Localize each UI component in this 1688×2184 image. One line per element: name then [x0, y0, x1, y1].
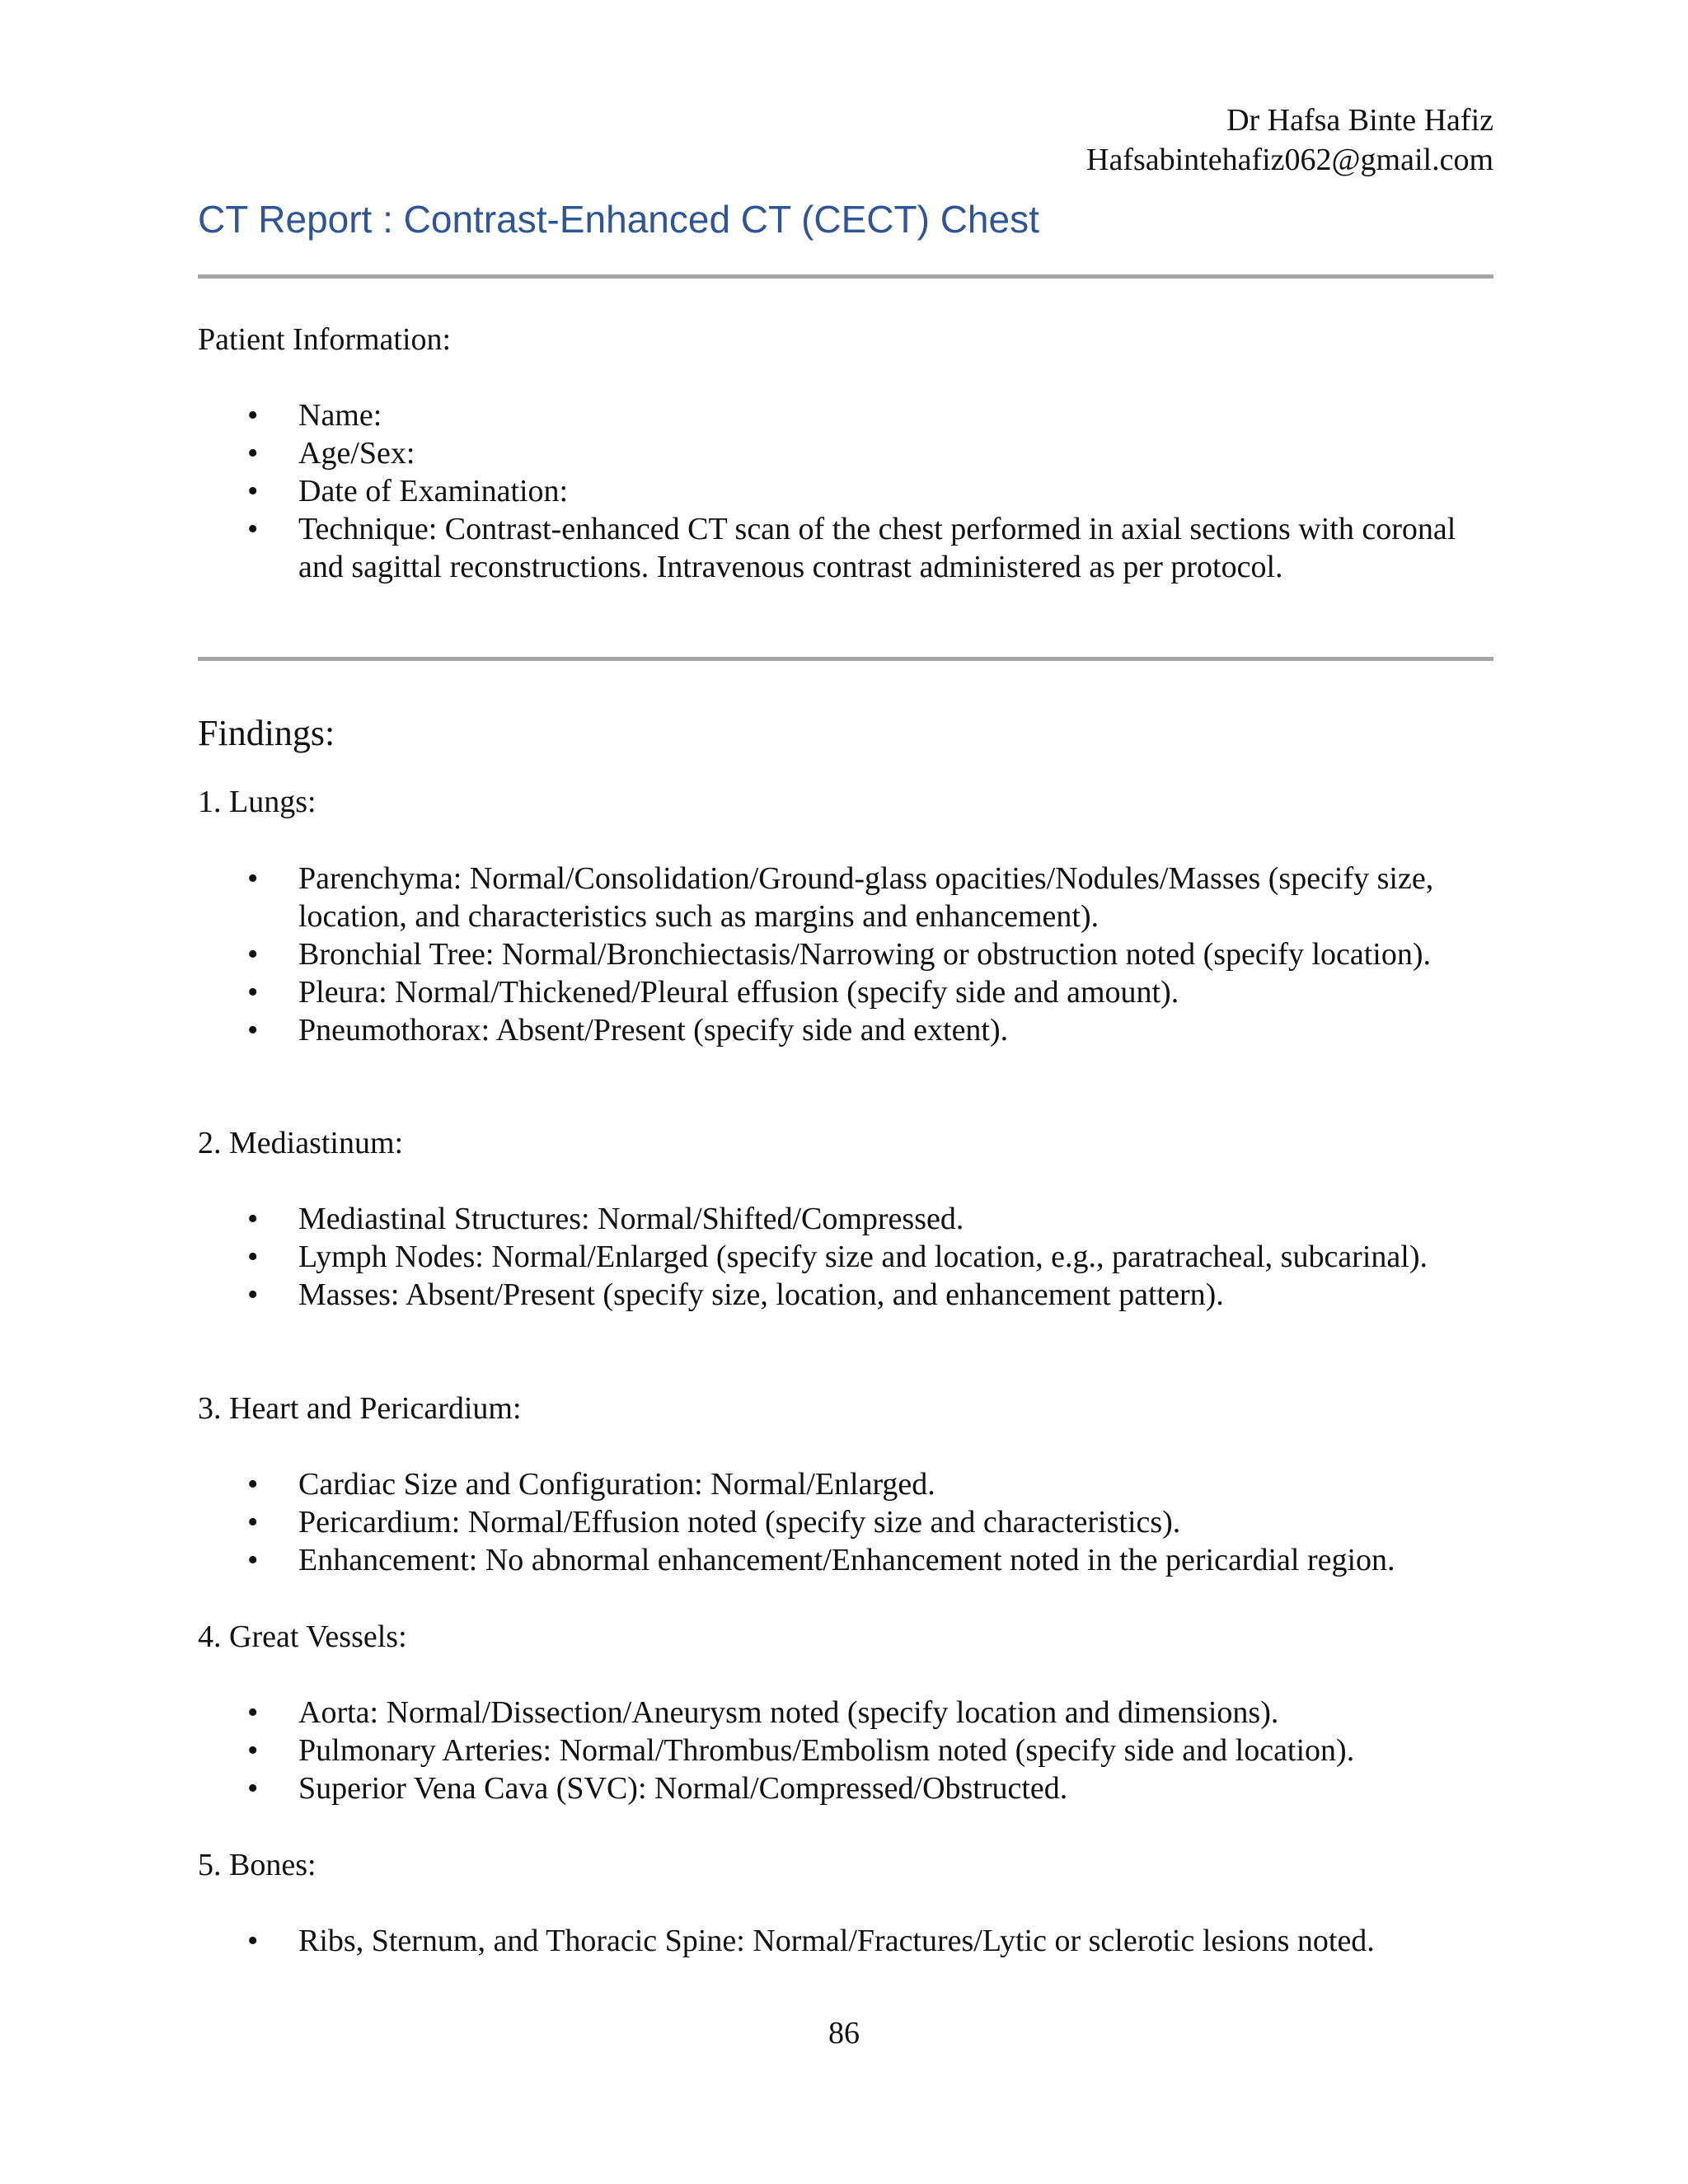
title-divider	[198, 274, 1493, 279]
mediastinum-list	[198, 1200, 1493, 1314]
patient-info-heading: Patient Information:	[198, 322, 452, 357]
bullet-icon: •	[247, 975, 259, 1010]
section-title-heart: 3. Heart and Pericardium:	[198, 1391, 522, 1426]
finding-text: Parenchyma: Normal/Consolidation/Ground-glass opacities/Nodules/Masses (specify size, location, and characteristics such as margins and enhancement).	[298, 861, 1434, 934]
finding-text: Pleura: Normal/Thickened/Pleural effusion (specify side and amount).	[298, 975, 1179, 1010]
bullet-icon: •	[247, 1924, 259, 1958]
finding-text: Pneumothorax: Absent/Present (specify side and extent).	[298, 1013, 1009, 1047]
bullet-icon: •	[247, 1240, 259, 1274]
list-item	[198, 1769, 1493, 1807]
list-item	[198, 434, 1493, 472]
list-item	[198, 860, 1493, 935]
list-item	[198, 973, 1493, 1011]
bullet-icon: •	[247, 861, 259, 896]
list-item	[198, 1694, 1493, 1732]
exam-date-label: Date of Examination:	[298, 474, 569, 509]
list-item	[198, 1238, 1493, 1276]
patient-info-list	[198, 396, 1493, 586]
list-item	[198, 1200, 1493, 1238]
bones-list	[198, 1922, 1493, 1960]
section-title-mediastinum: 2. Mediastinum:	[198, 1126, 404, 1160]
bullet-icon: •	[247, 1543, 259, 1577]
bullet-icon: •	[247, 1277, 259, 1312]
author-name: Dr Hafsa Binte Hafiz	[1226, 103, 1493, 138]
bullet-icon: •	[247, 1695, 259, 1730]
list-item	[198, 510, 1493, 586]
list-item	[198, 1276, 1493, 1314]
bullet-icon: •	[247, 1013, 259, 1047]
page-number: 86	[828, 2016, 860, 2050]
author-block	[1086, 101, 1493, 180]
bullet-icon: •	[247, 937, 259, 972]
section-divider	[198, 657, 1493, 661]
finding-text: Pericardium: Normal/Effusion noted (specify size and characteristics).	[298, 1505, 1181, 1540]
section-title-great-vessels: 4. Great Vessels:	[198, 1619, 407, 1654]
finding-text: Aorta: Normal/Dissection/Aneurysm noted (specify location and dimensions).	[298, 1695, 1279, 1730]
author-email: Hafsabintehafiz062@gmail.com	[1086, 143, 1493, 177]
report-title: CT Report : Contrast-Enhanced CT (CECT) Chest	[198, 198, 1039, 241]
bullet-icon: •	[247, 1771, 259, 1806]
patient-name-label: Name:	[298, 398, 382, 433]
bullet-icon: •	[247, 1202, 259, 1236]
section-title-lungs: 1. Lungs:	[198, 785, 316, 819]
lungs-list	[198, 860, 1493, 1049]
finding-text: Bronchial Tree: Normal/Bronchiectasis/Narrowing or obstruction noted (specify location).	[298, 937, 1432, 972]
bullet-icon: •	[247, 398, 259, 433]
finding-text: Lymph Nodes: Normal/Enlarged (specify size and location, e.g., paratracheal, subcarinal).	[298, 1240, 1428, 1274]
bullet-icon: •	[247, 474, 259, 509]
list-item	[198, 1732, 1493, 1769]
list-item	[198, 1922, 1493, 1960]
finding-text: Superior Vena Cava (SVC): Normal/Compressed/Obstructed.	[298, 1771, 1068, 1806]
age-sex-label: Age/Sex:	[298, 436, 415, 471]
bullet-icon: •	[247, 1505, 259, 1540]
finding-text: Enhancement: No abnormal enhancement/Enhancement noted in the pericardial region.	[298, 1543, 1395, 1577]
list-item	[198, 1541, 1493, 1579]
bullet-icon: •	[247, 512, 259, 546]
bullet-icon: •	[247, 436, 259, 471]
section-title-bones: 5. Bones:	[198, 1848, 316, 1882]
finding-text: Masses: Absent/Present (specify size, location, and enhancement pattern).	[298, 1277, 1224, 1312]
list-item	[198, 472, 1493, 510]
list-item	[198, 1503, 1493, 1541]
finding-text: Mediastinal Structures: Normal/Shifted/Compressed.	[298, 1202, 964, 1236]
list-item	[198, 935, 1493, 973]
bullet-icon: •	[247, 1733, 259, 1768]
list-item	[198, 1011, 1493, 1049]
heart-list	[198, 1465, 1493, 1579]
list-item	[198, 396, 1493, 434]
bullet-icon: •	[247, 1467, 259, 1502]
technique-text: Technique: Contrast-enhanced CT scan of the chest performed in axial sections with coronal and sagittal reconstructions. Intravenous contrast administered as per protocol.	[298, 512, 1456, 584]
great-vessels-list	[198, 1694, 1493, 1807]
finding-text: Pulmonary Arteries: Normal/Thrombus/Embolism noted (specify side and location).	[298, 1733, 1355, 1768]
findings-heading: Findings:	[198, 713, 335, 753]
list-item	[198, 1465, 1493, 1503]
finding-text: Cardiac Size and Configuration: Normal/Enlarged.	[298, 1467, 935, 1502]
finding-text: Ribs, Sternum, and Thoracic Spine: Normal/Fractures/Lytic or sclerotic lesions noted.	[298, 1924, 1375, 1958]
